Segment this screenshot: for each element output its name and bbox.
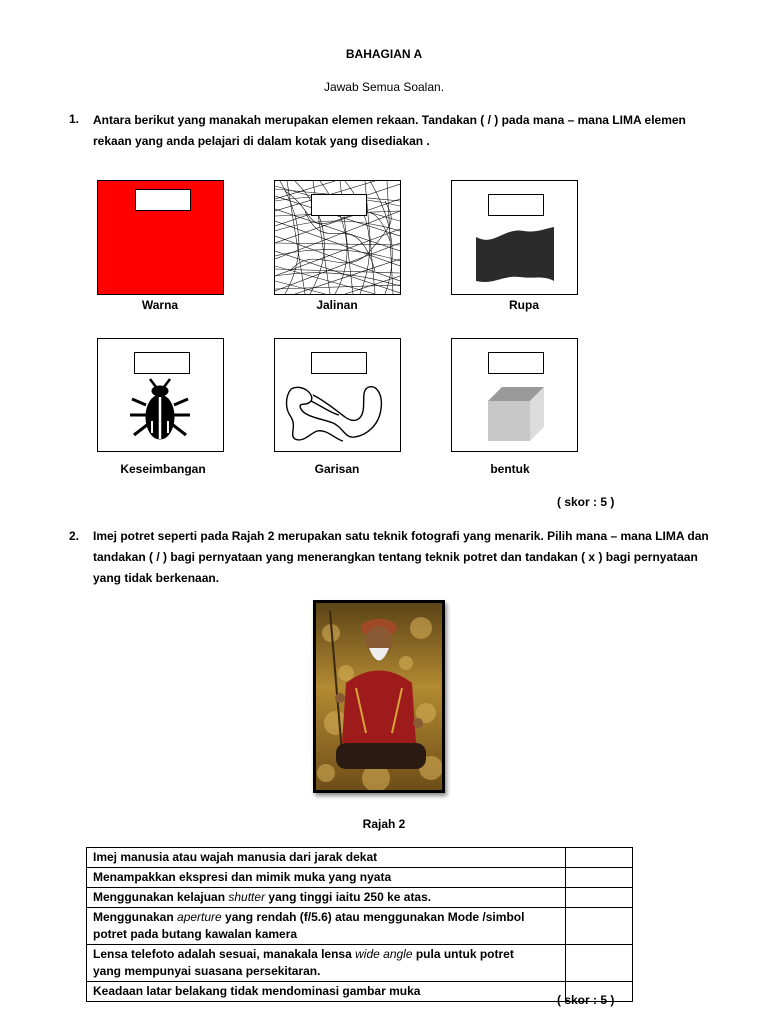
answer-box-warna[interactable] [135,189,191,211]
answer-cell-5[interactable] [566,945,633,982]
statement-6: Keadaan latar belakang tidak mendominasi gambar muka [87,982,566,1002]
portrait-photo [313,600,445,793]
bentuk-image [451,338,578,452]
caption-rupa: Rupa [509,298,539,312]
table-row [87,908,633,945]
q2-line1: Imej potret seperti pada Rajah 2 merupakan satu teknik fotografi yang menarik. Pilih mana – mana LIMA dan [93,529,709,543]
table-row [87,848,633,868]
flag-shape-icon [474,225,556,285]
caption-warna: Warna [141,298,179,312]
q2-score: ( skor : 5 ) [557,993,615,1007]
section-instruction: Jawab Semua Soalan. [323,80,445,94]
answer-box-jalinan[interactable] [311,194,367,216]
answer-box-keseimbangan[interactable] [134,352,190,374]
figure-caption: Rajah 2 [362,817,406,831]
portrait-figure-icon [316,603,442,790]
caption-garisan: Garisan [314,462,360,476]
caption-jalinan: Jalinan [316,298,358,312]
caption-keseimbangan: Keseimbangan [120,462,206,476]
q2-number: 2. [69,529,80,543]
statement-2: Menampakkan ekspresi dan mimik muka yang nyata [87,868,566,888]
statement-3: Menggunakan kelajuan shutter yang tinggi iaitu 250 ke atas. [87,888,566,908]
answer-box-bentuk[interactable] [488,352,544,374]
statement-5: Lensa telefoto adalah sesuai, manakala lensa wide angle pula untuk potret yang mempunyai suasana persekitaran. [87,945,566,982]
answer-box-rupa[interactable] [488,194,544,216]
cube-icon [486,385,546,443]
table-row [87,888,633,908]
answer-cell-1[interactable] [566,848,633,868]
answer-cell-2[interactable] [566,868,633,888]
beetle-icon [128,377,192,441]
table-row [87,868,633,888]
statement-4: Menggunakan aperture yang rendah (f/5.6) atau menggunakan Mode /simbol potret pada butang kawalan kamera [87,908,566,945]
table-row [87,945,633,982]
q2-text [93,526,738,589]
q1-text [93,110,733,152]
q1-number: 1. [69,112,80,126]
keseimbangan-image [97,338,224,452]
rupa-image [451,180,578,295]
line-curve-icon [283,379,395,449]
garisan-image [274,338,401,452]
q1-line2: rekaan yang anda pelajari di dalam kotak yang disediakan . [93,134,430,148]
section-title: BAHAGIAN A [345,47,423,61]
q2-line2: tandakan ( / ) bagi pernyataan yang menerangkan tentang teknik potret dan tandakan ( x ) bagi pernyataan [93,550,698,564]
q1-score: ( skor : 5 ) [557,495,615,509]
q2-line3: yang tidak berkenaan. [93,571,220,585]
warna-image [97,180,224,295]
table-row [87,982,633,1002]
statement-1: Imej manusia atau wajah manusia dari jarak dekat [87,848,566,868]
q1-line1: Antara berikut yang manakah merupakan elemen rekaan. Tandakan ( / ) pada mana – mana LIMA elemen [93,113,686,127]
jalinan-image [274,180,401,295]
caption-bentuk: bentuk [490,462,530,476]
answer-cell-4[interactable] [566,908,633,945]
answer-box-garisan[interactable] [311,352,367,374]
statements-table [86,847,633,1002]
answer-cell-3[interactable] [566,888,633,908]
